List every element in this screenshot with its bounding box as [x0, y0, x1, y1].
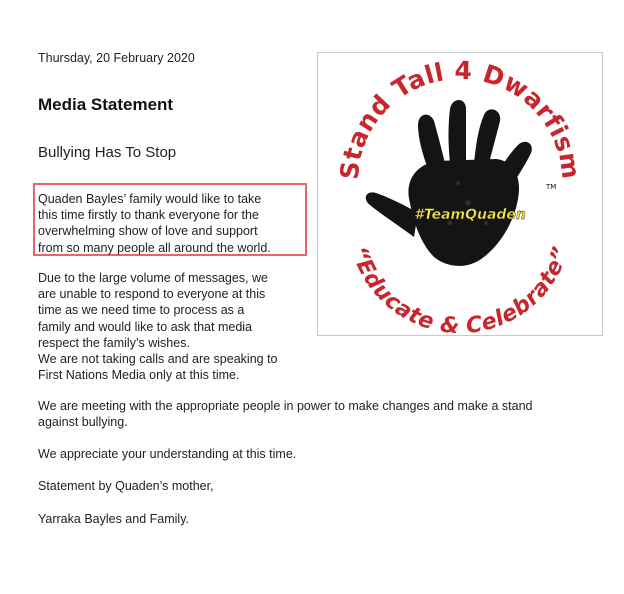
stand-tall-logo — [317, 52, 603, 336]
text-line: overwhelming show of love and support — [38, 224, 258, 239]
text-line: this time firstly to thank everyone for the — [38, 208, 259, 223]
paragraph-statement-by: Statement by Quaden’s mother, — [38, 479, 214, 493]
page-title: Media Statement — [38, 95, 174, 114]
paragraph-thanks — [38, 191, 318, 256]
paragraph-volume — [38, 270, 318, 383]
text-line: We are not taking calls and are speaking to — [38, 352, 278, 367]
paragraph-appreciate: We appreciate your understanding at this time. — [38, 447, 297, 461]
text-line: time as we need time to process as a — [38, 303, 245, 318]
statement-date: Thursday, 20 February 2020 — [38, 51, 195, 65]
logo-trademark: TM — [546, 183, 557, 191]
logo-graphic — [318, 53, 602, 335]
handprint-icon — [366, 100, 532, 266]
text-line: First Nations Media only at this time. — [38, 368, 240, 383]
logo-bottom-text: “Educate & Celebrate” — [345, 243, 575, 335]
text-line: from so many people all around the world. — [38, 240, 271, 255]
text-line: against bullying. — [38, 415, 128, 430]
text-line: Quaden Bayles’ family would like to take — [38, 192, 262, 206]
page-subtitle: Bullying Has To Stop — [38, 144, 177, 161]
text-line: Due to the large volume of messages, we — [38, 271, 268, 285]
text-line: We are meeting with the appropriate people in power to make changes and make a stand — [38, 399, 533, 413]
text-line: respect the family’s wishes. — [38, 335, 190, 350]
paragraph-signature: Yarraka Bayles and Family. — [38, 512, 189, 526]
paragraph-meeting — [38, 398, 598, 430]
text-line: family and would like to ask that media — [38, 319, 252, 334]
text-line: are unable to respond to everyone at this — [38, 287, 266, 302]
logo-hashtag: #TeamQuaden — [414, 207, 526, 223]
logo-top-text: Stand Tall 4 Dwarfism — [334, 55, 586, 181]
